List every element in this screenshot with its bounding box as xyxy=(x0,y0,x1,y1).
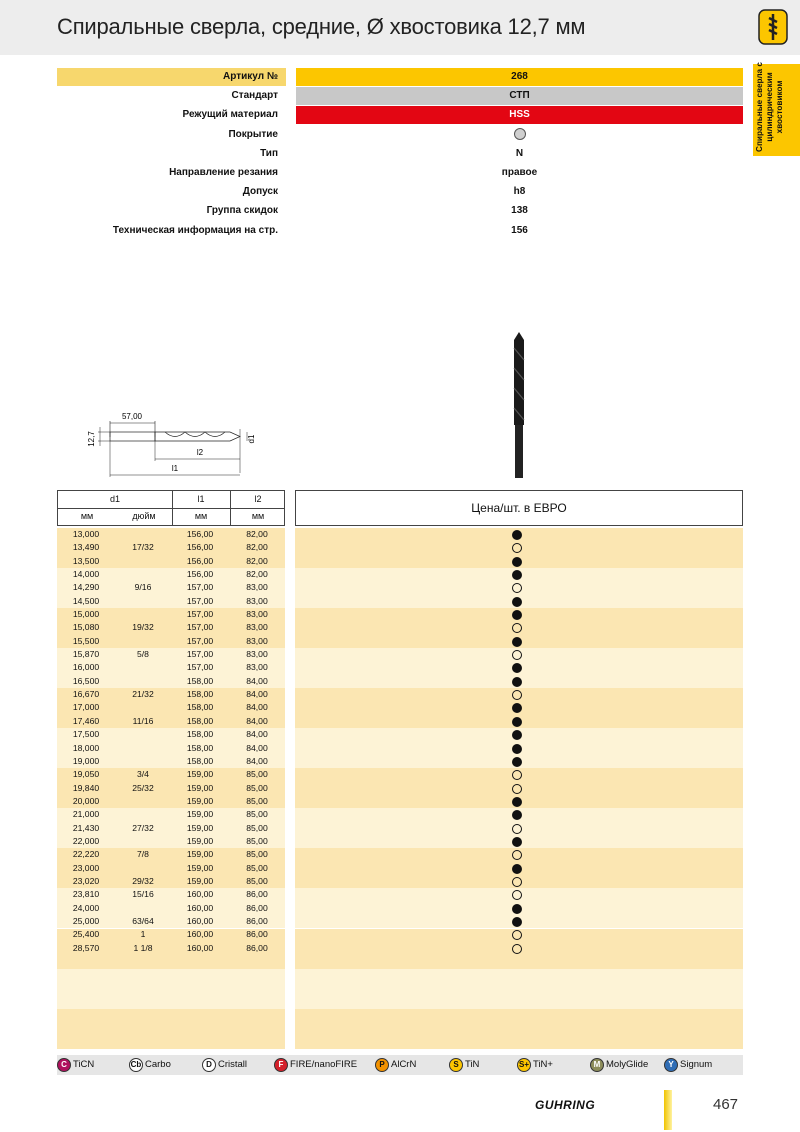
stock-available-icon xyxy=(512,797,522,807)
table-row[interactable] xyxy=(57,902,743,915)
unit-mm: мм xyxy=(80,511,94,521)
stock-on-request-icon xyxy=(512,890,522,900)
cell-l1: 157,00 xyxy=(186,609,214,620)
spec-row xyxy=(57,68,743,87)
drill-photo xyxy=(506,330,532,480)
spec-row xyxy=(57,222,743,241)
table-row[interactable] xyxy=(57,768,743,781)
col-l2: l2 xyxy=(254,494,262,504)
cell-inch: 19/32 xyxy=(132,622,154,633)
spec-value: 138 xyxy=(511,205,528,217)
cell-l2: 84,00 xyxy=(246,675,268,686)
cell-inch: 15/16 xyxy=(132,889,154,900)
coating-legend xyxy=(57,1055,743,1075)
cell-l1: 160,00 xyxy=(186,915,214,926)
table-row[interactable] xyxy=(57,635,743,648)
stock-available-icon xyxy=(512,810,522,820)
spec-label: Направление резания xyxy=(169,167,278,178)
cell-l2: 83,00 xyxy=(246,622,268,633)
spec-label: Допуск xyxy=(242,186,278,198)
stock-on-request-icon xyxy=(512,583,522,593)
dim-l2-label: l2 xyxy=(196,448,204,457)
cell-inch: 27/32 xyxy=(132,822,154,833)
cell-l1: 158,00 xyxy=(186,755,214,766)
cell-l1: 160,00 xyxy=(186,889,214,900)
page-header xyxy=(0,0,800,55)
table-row[interactable] xyxy=(57,621,743,634)
cell-l2: 84,00 xyxy=(246,729,268,740)
cell-mm: 17,500 xyxy=(72,729,100,740)
dimension-table-header xyxy=(57,490,285,526)
spec-row xyxy=(57,183,743,202)
legend-item xyxy=(590,1058,648,1072)
cell-l2: 85,00 xyxy=(246,809,268,820)
stock-on-request-icon xyxy=(512,623,522,633)
table-row[interactable] xyxy=(57,608,743,621)
cell-l1: 158,00 xyxy=(186,675,214,686)
cell-mm: 17,000 xyxy=(72,702,100,713)
cell-l2: 84,00 xyxy=(246,755,268,766)
spec-value: правое xyxy=(501,167,538,178)
legend-label: TiCN xyxy=(73,1059,95,1070)
spec-row xyxy=(57,202,743,221)
coating-badge-icon: D xyxy=(202,1058,216,1072)
cell-mm: 15,080 xyxy=(72,622,100,633)
stock-available-icon xyxy=(512,610,522,620)
cell-l1: 159,00 xyxy=(186,822,214,833)
coating-badge-icon: F xyxy=(274,1058,288,1072)
cell-l2: 85,00 xyxy=(246,822,268,833)
stock-available-icon xyxy=(512,757,522,767)
spec-value: 268 xyxy=(296,68,743,86)
coating-badge-icon: M xyxy=(590,1058,604,1072)
cell-l2: 85,00 xyxy=(246,849,268,860)
row-band xyxy=(57,1009,285,1049)
stock-on-request-icon xyxy=(512,543,522,553)
cell-mm: 14,500 xyxy=(72,595,100,606)
cell-l2: 85,00 xyxy=(246,835,268,846)
table-row[interactable] xyxy=(57,528,743,541)
stock-on-request-icon xyxy=(512,877,522,887)
stock-on-request-icon xyxy=(512,824,522,834)
spec-label: Группа скидок xyxy=(206,205,278,217)
stock-available-icon xyxy=(512,917,522,927)
spec-value: 156 xyxy=(511,224,528,236)
cell-l2: 86,00 xyxy=(246,929,268,940)
price-header: Цена/шт. в ЕВРО xyxy=(295,490,743,526)
drill-dimension-drawing xyxy=(80,405,260,485)
cell-mm: 15,500 xyxy=(72,635,100,646)
cell-l1: 157,00 xyxy=(186,582,214,593)
cell-l1: 156,00 xyxy=(186,529,214,539)
cell-mm: 23,810 xyxy=(72,889,100,900)
cell-inch: 63/64 xyxy=(132,915,154,926)
row-band xyxy=(57,969,285,1009)
coating-badge-icon: Y xyxy=(664,1058,678,1072)
cell-l2: 82,00 xyxy=(246,529,268,539)
cell-l1: 160,00 xyxy=(186,942,214,953)
cell-l1: 160,00 xyxy=(186,902,214,913)
legend-label: Cristall xyxy=(218,1059,248,1070)
cell-l1: 156,00 xyxy=(186,555,214,566)
spec-label: Режущий материал xyxy=(182,109,278,121)
page-number: 467 xyxy=(713,1096,739,1113)
coating-badge-icon: S+ xyxy=(517,1058,531,1072)
cell-mm: 23,000 xyxy=(72,862,100,873)
legend-label: TiN+ xyxy=(533,1059,553,1070)
stock-on-request-icon xyxy=(512,850,522,860)
legend-item xyxy=(202,1058,247,1072)
cell-l1: 156,00 xyxy=(186,569,214,580)
stock-available-icon xyxy=(512,730,522,740)
spec-value: N xyxy=(515,147,524,159)
stock-on-request-icon xyxy=(512,944,522,954)
cell-mm: 22,000 xyxy=(72,835,100,846)
dim-d1-label: d1 xyxy=(247,434,256,444)
side-tab xyxy=(753,64,800,156)
cell-l1: 158,00 xyxy=(186,715,214,726)
stock-available-icon xyxy=(512,717,522,727)
cell-l1: 159,00 xyxy=(186,795,214,806)
stock-on-request-icon xyxy=(512,690,522,700)
cell-l1: 159,00 xyxy=(186,849,214,860)
table-row[interactable] xyxy=(57,661,743,674)
col-l1: l1 xyxy=(197,494,205,504)
table-row[interactable] xyxy=(57,581,743,594)
stock-on-request-icon xyxy=(512,784,522,794)
cell-l1: 157,00 xyxy=(186,649,214,660)
cell-l1: 158,00 xyxy=(186,702,214,713)
spec-row xyxy=(57,106,743,125)
cell-l2: 83,00 xyxy=(246,635,268,646)
stock-available-icon xyxy=(512,904,522,914)
legend-label: Signum xyxy=(680,1059,713,1070)
stock-on-request-icon xyxy=(512,650,522,660)
cell-inch: 25/32 xyxy=(132,782,154,793)
page-title: Спиральные сверла, средние, Ø хвостовика 12,7 мм xyxy=(57,14,586,39)
brand-logo: GUHRING xyxy=(535,1098,596,1112)
cell-l1: 159,00 xyxy=(186,875,214,886)
table-row[interactable] xyxy=(57,848,743,861)
coating-badge-icon: Cb xyxy=(129,1058,143,1072)
stock-available-icon xyxy=(512,597,522,607)
legend-label: Carbo xyxy=(145,1059,171,1070)
legend-item xyxy=(449,1058,479,1072)
cell-l2: 85,00 xyxy=(246,875,268,886)
coating-badge-icon: C xyxy=(57,1058,71,1072)
table-row[interactable] xyxy=(57,888,743,901)
stock-available-icon xyxy=(512,530,522,540)
cell-inch: 1 xyxy=(140,929,146,940)
table-row[interactable] xyxy=(57,675,743,688)
spec-value: СТП xyxy=(296,87,743,105)
cell-inch: 3/4 xyxy=(137,769,149,780)
row-band xyxy=(295,1009,743,1049)
stock-available-icon xyxy=(512,837,522,847)
cell-inch: 5/8 xyxy=(137,649,149,660)
cell-mm: 16,670 xyxy=(72,689,100,700)
cell-mm: 17,460 xyxy=(72,715,100,726)
cell-l2: 84,00 xyxy=(246,742,268,753)
cell-mm: 14,000 xyxy=(72,569,100,580)
table-row[interactable] xyxy=(57,648,743,661)
table-row[interactable] xyxy=(57,928,743,941)
cell-l2: 82,00 xyxy=(246,542,268,553)
legend-label: AlCrN xyxy=(391,1059,417,1070)
stock-available-icon xyxy=(512,570,522,580)
footer-accent-bar xyxy=(664,1090,672,1130)
cell-l1: 157,00 xyxy=(186,662,214,673)
spec-value: HSS xyxy=(296,106,743,124)
stock-on-request-icon xyxy=(512,770,522,780)
cell-inch: 17/32 xyxy=(132,542,154,553)
table-row[interactable] xyxy=(57,808,743,821)
dim-l1-label: l1 xyxy=(171,464,179,473)
cell-mm: 19,000 xyxy=(72,755,100,766)
spec-row xyxy=(57,164,743,183)
cell-mm: 25,400 xyxy=(72,929,100,940)
cell-inch: 1 1/8 xyxy=(133,942,153,953)
cell-l2: 85,00 xyxy=(246,782,268,793)
cell-l1: 159,00 xyxy=(186,782,214,793)
legend-item xyxy=(57,1058,94,1072)
cell-inch: 29/32 xyxy=(132,875,154,886)
coating-badge-icon: S xyxy=(449,1058,463,1072)
product-rows xyxy=(57,528,743,955)
cell-l2: 86,00 xyxy=(246,902,268,913)
cell-l2: 84,00 xyxy=(246,689,268,700)
cell-l1: 158,00 xyxy=(186,729,214,740)
cell-mm: 13,000 xyxy=(72,529,100,539)
cell-l2: 83,00 xyxy=(246,609,268,620)
cell-mm: 24,000 xyxy=(72,902,100,913)
coating-badge-icon: P xyxy=(375,1058,389,1072)
col-d1: d1 xyxy=(109,494,120,504)
cell-mm: 13,490 xyxy=(72,542,100,553)
table-row[interactable] xyxy=(57,822,743,835)
spec-label: Артикул № xyxy=(57,68,286,86)
cell-l2: 82,00 xyxy=(246,555,268,566)
cell-mm: 19,050 xyxy=(72,769,100,780)
row-band xyxy=(295,969,743,1009)
table-row[interactable] xyxy=(57,728,743,741)
cell-inch: 9/16 xyxy=(134,582,152,593)
cell-l1: 156,00 xyxy=(186,542,214,553)
cell-mm: 14,290 xyxy=(72,582,100,593)
table-row[interactable] xyxy=(57,701,743,714)
table-row[interactable] xyxy=(57,541,743,554)
cell-l2: 84,00 xyxy=(246,702,268,713)
cell-l2: 83,00 xyxy=(246,662,268,673)
spec-label: Покрытие xyxy=(228,128,278,140)
cell-mm: 23,020 xyxy=(72,875,100,886)
cell-mm: 21,430 xyxy=(72,822,100,833)
legend-label: MolyGlide xyxy=(606,1059,649,1070)
table-row[interactable] xyxy=(57,715,743,728)
spec-label: Стандарт xyxy=(231,90,278,102)
table-row[interactable] xyxy=(57,875,743,888)
cell-l2: 82,00 xyxy=(246,569,268,580)
table-row[interactable] xyxy=(57,915,743,928)
spec-value: h8 xyxy=(513,186,526,198)
table-row[interactable] xyxy=(57,782,743,795)
legend-item xyxy=(375,1058,416,1072)
stock-available-icon xyxy=(512,864,522,874)
spec-label: Техническая информация на стр. xyxy=(112,224,278,236)
cell-l2: 86,00 xyxy=(246,889,268,900)
cell-l2: 86,00 xyxy=(246,915,268,926)
cell-l1: 158,00 xyxy=(186,689,214,700)
cell-l1: 159,00 xyxy=(186,862,214,873)
table-row[interactable] xyxy=(57,742,743,755)
cell-l1: 159,00 xyxy=(186,809,214,820)
cell-mm: 13,500 xyxy=(72,555,100,566)
drill-logo-icon xyxy=(758,9,788,45)
spec-row xyxy=(57,126,743,145)
cell-l2: 83,00 xyxy=(246,595,268,606)
cell-l2: 85,00 xyxy=(246,769,268,780)
stock-available-icon xyxy=(512,677,522,687)
side-tab-label: Спиральные сверла с цилиндрическим хвостовиком xyxy=(755,62,784,152)
stock-available-icon xyxy=(512,744,522,754)
cell-l1: 159,00 xyxy=(186,769,214,780)
cell-mm: 28,570 xyxy=(72,942,100,953)
cell-l1: 160,00 xyxy=(186,929,214,940)
table-row[interactable] xyxy=(57,942,743,955)
table-row[interactable] xyxy=(57,555,743,568)
cell-l2: 85,00 xyxy=(246,795,268,806)
legend-item xyxy=(664,1058,712,1072)
table-row[interactable] xyxy=(57,862,743,875)
cell-inch: 11/16 xyxy=(132,715,154,726)
table-row[interactable] xyxy=(57,568,743,581)
dim-dia-label: 12,7 xyxy=(87,431,96,447)
cell-mm: 15,000 xyxy=(72,609,100,620)
legend-item xyxy=(517,1058,553,1072)
unit-inch: дюйм xyxy=(132,511,156,521)
cell-l2: 83,00 xyxy=(246,582,268,593)
cell-inch: 21/32 xyxy=(132,689,154,700)
legend-label: FIRE/nanoFIRE xyxy=(290,1059,358,1070)
cell-l2: 86,00 xyxy=(246,942,268,953)
cell-l1: 159,00 xyxy=(186,835,214,846)
spec-label: Тип xyxy=(260,147,278,159)
stock-available-icon xyxy=(512,703,522,713)
dim-shank-label: 57,00 xyxy=(121,412,143,421)
uncoated-icon xyxy=(514,128,526,140)
table-row[interactable] xyxy=(57,755,743,768)
cell-l2: 85,00 xyxy=(246,862,268,873)
cell-mm: 22,220 xyxy=(72,849,100,860)
unit-mm: мм xyxy=(251,511,265,521)
stock-on-request-icon xyxy=(512,930,522,940)
spec-row xyxy=(57,145,743,164)
table-row[interactable] xyxy=(57,595,743,608)
cell-l2: 84,00 xyxy=(246,715,268,726)
stock-available-icon xyxy=(512,663,522,673)
cell-l1: 157,00 xyxy=(186,622,214,633)
cell-mm: 16,000 xyxy=(72,662,100,673)
stock-available-icon xyxy=(512,557,522,567)
cell-l1: 157,00 xyxy=(186,595,214,606)
legend-item xyxy=(274,1058,357,1072)
legend-item xyxy=(129,1058,171,1072)
cell-mm: 25,000 xyxy=(72,915,100,926)
cell-l1: 158,00 xyxy=(186,742,214,753)
cell-l1: 157,00 xyxy=(186,635,214,646)
spec-row xyxy=(57,87,743,106)
stock-available-icon xyxy=(512,637,522,647)
cell-l2: 83,00 xyxy=(246,649,268,660)
table-row[interactable] xyxy=(57,835,743,848)
cell-mm: 15,870 xyxy=(72,649,100,660)
cell-mm: 16,500 xyxy=(72,675,100,686)
cell-mm: 21,000 xyxy=(72,809,100,820)
unit-mm: мм xyxy=(194,511,208,521)
table-row[interactable] xyxy=(57,795,743,808)
legend-label: TiN xyxy=(465,1059,480,1070)
table-row[interactable] xyxy=(57,688,743,701)
cell-inch: 7/8 xyxy=(137,849,149,860)
spec-value xyxy=(296,126,743,144)
cell-mm: 18,000 xyxy=(72,742,100,753)
cell-mm: 19,840 xyxy=(72,782,100,793)
cell-mm: 20,000 xyxy=(72,795,100,806)
